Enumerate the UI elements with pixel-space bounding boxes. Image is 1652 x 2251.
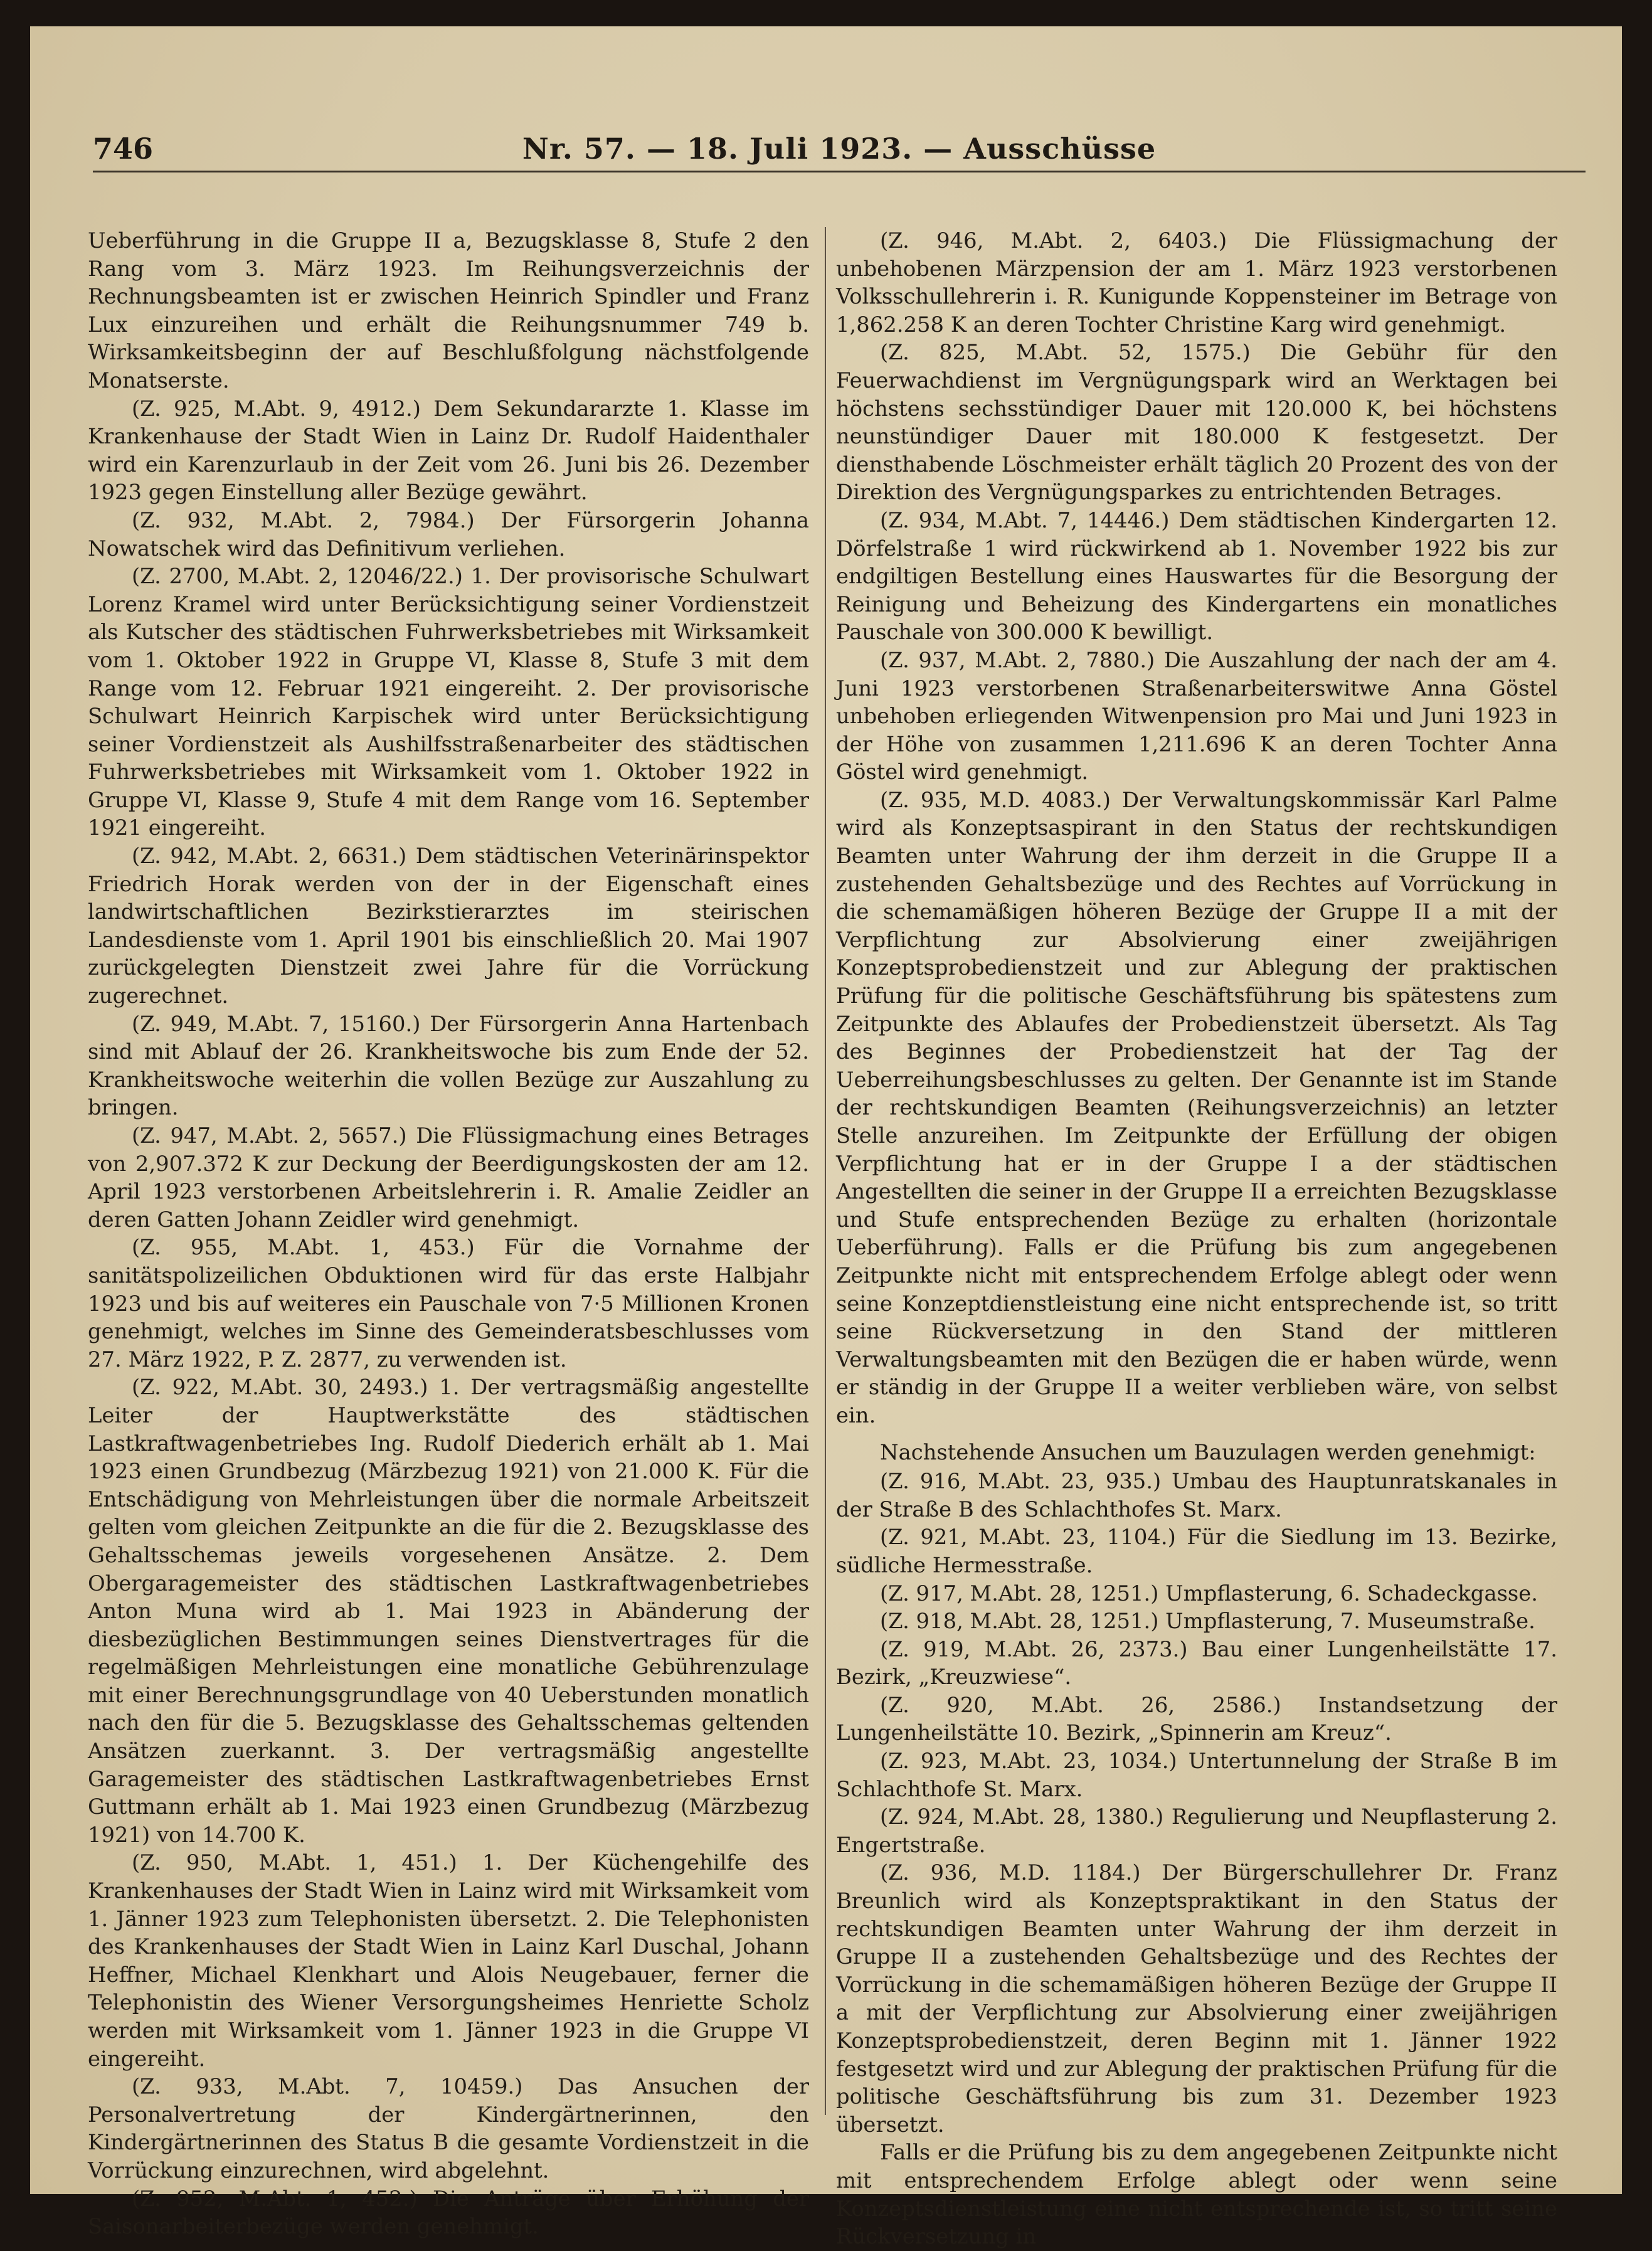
paragraph: Ueberführung in die Gruppe II a, Bezugsklasse 8, Stufe 2 den Rang vom 3. März 1923. Im Reihungsverzeichnis der Rechnungsbeamten ist er zwischen Heinrich Spindler und Franz Lux einzureihen und erhält die Reihungsnummer 749 b. Wirksamkeitsbeginn der auf Beschlußfolgung nächstfolgende Monatserste. <box>88 228 809 393</box>
paragraph: (Z. 947, M.Abt. 2, 5657.) Die Flüssigmachung eines Betrages von 2,907.372 K zur Deckung der Beerdigungskosten der am 12. April 1923 verstorbenen Arbeitslehrerin i. R. Amalie Zeidler an deren Gatten Johann Zeidler wird genehmigt. <box>88 1123 809 1232</box>
paragraph: (Z. 917, M.Abt. 28, 1251.) Umpflasterung, 6. Schadeckgasse. <box>880 1581 1538 1606</box>
paragraph: (Z. 933, M.Abt. 7, 10459.) Das Ansuchen der Personalvertretung der Kindergärtnerinnen, den Kindergärtnerinnen des Status B die gesamte Vordienstzeit in die Vorrückung einzurechnen, wird abgelehnt. <box>88 2074 809 2183</box>
paragraph: (Z. 918, M.Abt. 28, 1251.) Umpflasterung, 7. Museumstraße. <box>880 1609 1535 1634</box>
paragraph: (Z. 946, M.Abt. 2, 6403.) Die Flüssigmachung der unbehobenen Märzpension der am 1. März 1923 verstorbenen Volksschullehrerin i. R. Kunigunde Koppensteiner im Betrage von 1,862.258 K an deren Tochter Christine Karg wird genehmigt. <box>836 228 1557 337</box>
paragraph: (Z. 916, M.Abt. 23, 935.) Umbau des Hauptunratskanales in der Straße B des Schlachthofes St. Marx. <box>836 1469 1557 1522</box>
paragraph: (Z. 935, M.D. 4083.) Der Verwaltungskommissär Karl Palme wird als Konzeptsaspirant in den Status der rechtskundigen Beamten unter Wahrung der ihm derzeit in die Gruppe II a zustehenden Gehaltsbezüge und des Rechtes auf Vorrückung in die schemamäßigen höheren Bezüge der Gruppe II a mit der Verpflichtung zur Absolvierung einer zweijährigen Konzeptsprobedienstzeit und zur Ablegung der praktischen Prüfung für die politische Geschäftsführung bis spätestens zum Zeitpunkte des Ablaufes der Probedienstzeit übersetzt. Als Tag des Beginnes der Probedienstzeit hat der Tag der Ueberreihungsbeschlusses zu gelten. Der Genannte ist im Stande der rechtskundigen Beamten (Reihungsverzeichnis) an letzter Stelle anzureihen. Im Zeitpunkte der Erfüllung der obigen Verpflichtung hat er in der Gruppe I a der städtischen Angestellten die seiner in der Gruppe II a erreichten Bezugsklasse und Stufe entsprechenden Bezüge zu erhalten (horizontale Ueberführung). Falls er die Prüfung bis zum angegebenen Zeitpunkte nicht mit entsprechendem Erfolge ablegt oder wenn seine Konzeptdienstleistung eine nicht entsprechende ist, so tritt seine Rückversetzung in den Stand der mittleren Verwaltungsbeamten mit den Bezügen die er haben würde, wenn er ständig in der Gruppe II a weiter verblieben wäre, von selbst ein. <box>836 787 1557 1427</box>
paragraph: (Z. 825, M.Abt. 52, 1575.) Die Gebühr für den Feuerwachdienst im Vergnügungspark wird an Werktagen bei höchstens sechsstündiger Dauer mit 120.000 K, bei höchstens neunstündiger Dauer mit 180.000 K festgesetzt. Der diensthabende Löschmeister erhält täglich 20 Prozent des von der Direktion des Vergnügungsparkes zu entrichtenden Betrages. <box>836 340 1557 505</box>
paragraph: (Z. 925, M.Abt. 9, 4912.) Dem Sekundararzte 1. Klasse im Krankenhause der Stadt Wien in Lainz Dr. Rudolf Haidenthaler wird ein Karenzurlaub in der Zeit vom 26. Juni bis 26. Dezember 1923 gegen Einstellung aller Bezüge gewährt. <box>88 396 809 505</box>
paragraph: (Z. 955, M.Abt. 1, 453.) Für die Vornahme der sanitätspolizeilichen Obduktionen wird für das erste Halbjahr 1923 und bis auf weiteres ein Pauschale von 7·5 Millionen Kronen genehmigt, welches im Sinne des Gemeinderatsbeschlusses vom 27. März 1922, P. Z. 2877, zu verwenden ist. <box>88 1235 809 1372</box>
page-title: Nr. 57. — 18. Juli 1923. — Ausschüsse <box>522 132 1157 166</box>
paragraph: (Z. 2700, M.Abt. 2, 12046/22.) 1. Der provisorische Schulwart Lorenz Kramel wird unter Berücksichtigung seiner Vordienstzeit als Kutscher des städtischen Fuhrwerksbetriebes mit Wirksamkeit vom 1. Oktober 1922 in Gruppe VI, Klasse 8, Stufe 3 mit dem Range vom 12. Februar 1921 eingereiht. 2. Der provisorische Schulwart Heinrich Karpischek wird unter Berücksichtigung seiner Vordienstzeit als Aushilfsstraßenarbeiter des städtischen Fuhrwerksbetriebes mit Wirksamkeit vom 1. Oktober 1922 in Gruppe VI, Klasse 9, Stufe 4 mit dem Range vom 16. September 1921 eingereiht. <box>88 564 809 840</box>
paragraph: (Z. 920, M.Abt. 26, 2586.) Instandsetzung der Lungenheilstätte 10. Bezirk, „Spinnerin am Kreuz“. <box>836 1692 1557 1745</box>
right-column <box>836 227 1557 2249</box>
paragraph: (Z. 932, M.Abt. 2, 7984.) Der Fürsorgerin Johanna Nowatschek wird das Definitivum verliehen. <box>88 507 809 561</box>
page-number: 746 <box>93 132 154 166</box>
paragraph: (Z. 921, M.Abt. 23, 1104.) Für die Siedlung im 13. Bezirke, südliche Hermesstraße. <box>836 1525 1557 1577</box>
paragraph: (Z. 936, M.D. 1184.) Der Bürgerschullehrer Dr. Franz Breunlich wird als Konzeptspraktikant in den Status der rechtskundigen Beamten unter Wahrung der ihm derzeit in Gruppe II a zustehenden Gehaltsbezüge und des Rechtes der Vorrückung in die schemamäßigen höheren Bezüge der Gruppe II a mit der Verpflichtung zur Absolvierung einer zweijährigen Konzeptsprobedienstzeit, deren Beginn mit 1. Jänner 1922 festgesetzt wird und zur Ablegung der praktischen Prüfung für die politische Geschäftsführung bis zum 31. Dezember 1923 übersetzt. <box>836 1860 1557 2137</box>
paragraph: (Z. 950, M.Abt. 1, 451.) 1. Der Küchengehilfe des Krankenhauses der Stadt Wien in Lainz wird mit Wirksamkeit vom 1. Jänner 1923 zum Telephonisten übersetzt. 2. Die Telephonisten des Krankenhauses der Stadt Wien in Lainz Karl Duschal, Johann Heffner, Michael Klenkhart und Alois Neugebauer, ferner die Telephonistin des Wiener Versorgungsheimes Henriette Scholz werden mit Wirksamkeit vom 1. Jänner 1923 in die Gruppe VI eingereiht. <box>88 1850 809 2071</box>
paragraph: (Z. 952, M.Abt. 1, 452.) Die Anträge über Erhöhung der Saisonarbeiterbezüge werden genehmigt. <box>88 2186 809 2239</box>
column-divider <box>825 227 826 2115</box>
left-column <box>88 227 809 2239</box>
paragraph: (Z. 919, M.Abt. 26, 2373.) Bau einer Lungenheilstätte 17. Bezirk, „Kreuzwiese“. <box>836 1636 1557 1690</box>
page-header <box>93 127 1586 172</box>
paragraph: (Z. 924, M.Abt. 28, 1380.) Regulierung und Neupflasterung 2. Engertstraße. <box>836 1804 1557 1857</box>
paragraph: Falls er die Prüfung bis zu dem angegebenen Zeitpunkte nicht mit entsprechendem Erfolge ablegt oder wenn seine Konzeptsdienstleistung eine nicht entsprechende ist, so tritt seine Rückversetzung in <box>836 2140 1557 2249</box>
paragraph: (Z. 934, M.Abt. 7, 14446.) Dem städtischen Kindergarten 12. Dörfelstraße 1 wird rückwirkend ab 1. November 1922 bis zur endgiltigen Bestellung eines Hauswartes für die Besorgung der Reinigung und Beheizung des Kindergartens ein monatliches Pauschale von 300.000 K bewilligt. <box>836 507 1557 645</box>
paragraph: (Z. 937, M.Abt. 2, 7880.) Die Auszahlung der nach der am 4. Juni 1923 verstorbenen Straßenarbeiterswitwe Anna Göstel unbehoben erliegenden Witwenpension pro Mai und Juni 1923 in der Höhe von zusammen 1,211.696 K an deren Tochter Anna Göstel wird genehmigt. <box>836 647 1557 785</box>
section-heading: Nachstehende Ansuchen um Bauzulagen werden genehmigt: <box>880 1439 1536 1464</box>
paragraph: (Z. 923, M.Abt. 23, 1034.) Untertunnelung der Straße B im Schlachthofe St. Marx. <box>836 1749 1557 1801</box>
paragraph: (Z. 949, M.Abt. 7, 15160.) Der Fürsorgerin Anna Hartenbach sind mit Ablauf der 26. Krankheitswoche bis zum Ende der 52. Krankheitswoche weiterhin die vollen Bezüge zur Auszahlung zu bringen. <box>88 1011 809 1120</box>
paragraph: (Z. 942, M.Abt. 2, 6631.) Dem städtischen Veterinärinspektor Friedrich Horak werden von der in der Eigenschaft eines landwirtschaftlichen Bezirkstierarztes im steirischen Landesdienste vom 1. April 1901 bis einschließlich 20. Mai 1907 zurückgelegten Dienstzeit zwei Jahre für die Vorrückung zugerechnet. <box>88 844 809 1009</box>
paragraph: (Z. 922, M.Abt. 30, 2493.) 1. Der vertragsmäßig angestellte Leiter der Hauptwerkstätte des städtischen Lastkraftwagenbetriebes Ing. Rudolf Diederich erhält ab 1. Mai 1923 einen Grundbezug (Märzbezug 1921) von 21.000 K. Für die Entschädigung von Mehrleistungen über die normale Arbeitszeit gelten vom gleichen Zeitpunkte an die für die 2. Bezugsklasse des Gehaltsschemas jeweils vorgesehenen Ansätze. 2. Dem Obergaragemeister des städtischen Lastkraftwagenbetriebes Anton Muna wird ab 1. Mai 1923 in Abänderung der diesbezüglichen Bestimmungen seines Dienstvertrages für die regelmäßigen Mehrleistungen eine monatliche Gebührenzulage mit einer Berechnungsgrundlage von 40 Ueberstunden monatlich nach den für die 5. Bezugsklasse des Gehaltsschemas geltenden Ansätzen zuerkannt. 3. Der vertragsmäßig angestellte Garagemeister des städtischen Lastkraftwagenbetriebes Ernst Guttmann erhält ab 1. Mai 1923 einen Grundbezug (Märzbezug 1921) von 14.700 K. <box>88 1375 809 1847</box>
newspaper-page <box>30 26 1622 2249</box>
